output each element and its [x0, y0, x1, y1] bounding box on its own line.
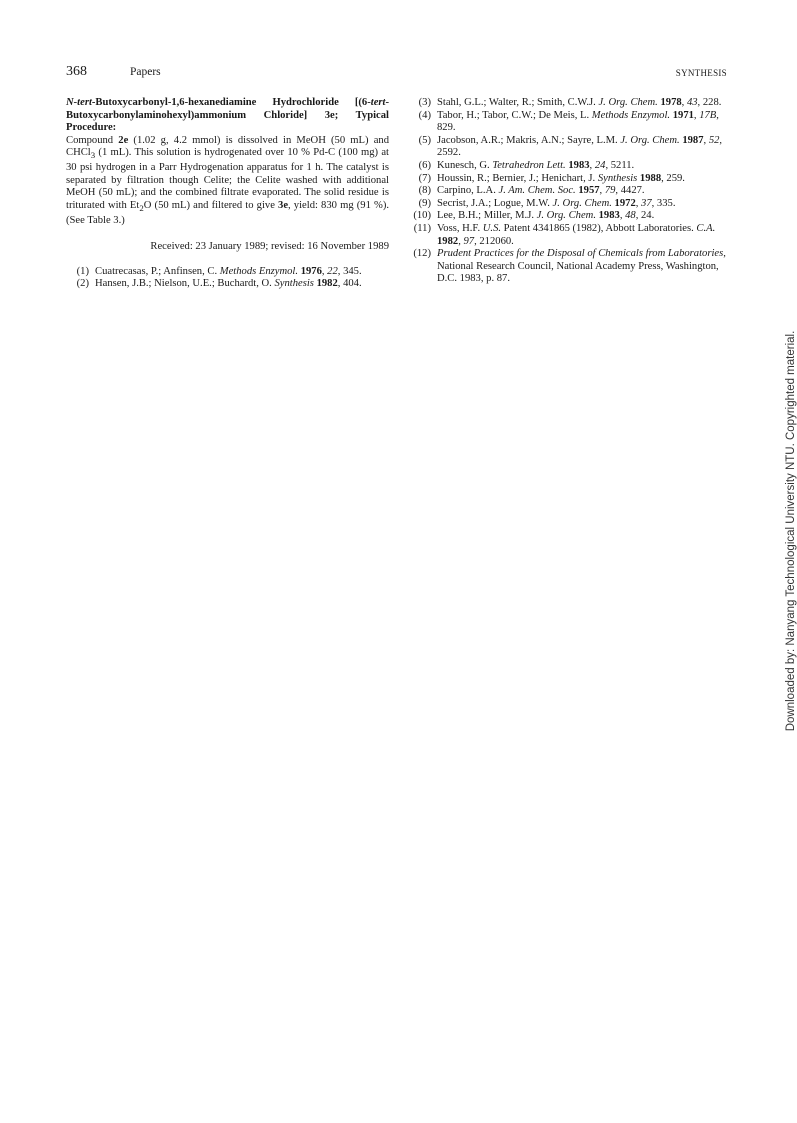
procedure-body: Compound 2e (1.02 g, 4.2 mmol) is dissolved in MeOH (50 mL) and CHCl$_3$ (1 mL). This solution is hydrogenated over 10 % Pd-C (100 mg) at 30 psi hydrogen in a Parr Hydrogenation apparatus for 1 h. The catalyst is separated by filtration though Celite; the Celite washed with additional MeOH (50 mL); and the combined filtrate evaporated. The solid residue is triturated with $Et_2O$ (50 mL) and filtered to give 3e, yield: 830 mg (91 %). (See Table 3.): [66, 134, 389, 226]
journal-name: SYNTHESIS: [675, 68, 727, 78]
reference-text: Secrist, J.A.; Logue, M.W. J. Org. Chem. 1972, 37, 335.: [437, 197, 676, 209]
reference-number: (10): [413, 210, 431, 222]
reference-number: (12): [413, 248, 431, 260]
download-notice: Downloaded by: Nanyang Technological University NTU. Copyrighted material.: [785, 330, 797, 732]
received-date: Received: 23 January 1989; revised: 16 November 1989: [150, 241, 389, 253]
reference-item: [408, 248, 731, 286]
reference-text: Jacobson, A.R.; Makris, A.N.; Sayre, L.M. J. Org. Chem. 1987, 52, 2592.: [437, 134, 723, 159]
reference-item: [66, 278, 389, 291]
reference-text: Kunesch, G. Tetrahedron Lett. 1983, 24, 5211.: [437, 159, 635, 171]
reference-text: Houssin, R.; Bernier, J.; Henichart, J. Synthesis 1988, 259.: [437, 172, 685, 184]
section-label: Papers: [130, 66, 161, 78]
reference-item: [408, 185, 731, 198]
procedure-title: N-tert-Butoxycarbonyl-1,6-hexanediamine Hydrochloride [(6-tert-Butoxycarbonylaminohexyl)ammonium Chloride] 3e; Typical Procedure:: [66, 97, 389, 134]
reference-text: Carpino, L.A. J. Am. Chem. Soc. 1957, 79, 4427.: [437, 185, 645, 197]
reference-number: (6): [418, 159, 431, 171]
reference-number: (7): [418, 172, 431, 184]
reference-text: Stahl, G.L.; Walter, R.; Smith, C.W.J. J. Org. Chem. 1978, 43, 228.: [437, 97, 722, 108]
reference-number: (8): [418, 185, 431, 197]
page-number: 368: [66, 64, 87, 79]
reference-item: [66, 266, 389, 279]
reference-item: [408, 223, 731, 248]
reference-number: (11): [413, 222, 431, 234]
reference-item: [408, 97, 731, 110]
reference-number: (2): [76, 278, 89, 290]
reference-number: (9): [418, 197, 431, 209]
reference-item: [408, 110, 731, 135]
reference-text: Cuatrecasas, P.; Anfinsen, C. Methods Enzymol. 1976, 22, 345.: [95, 265, 362, 277]
reference-number: (3): [418, 97, 431, 108]
reference-item: [408, 160, 731, 173]
reference-text: Lee, B.H.; Miller, M.J. J. Org. Chem. 1983, 48, 24.: [437, 210, 655, 222]
reference-list-right: [408, 97, 731, 286]
reference-number: (4): [418, 109, 431, 121]
reference-text: Hansen, J.B.; Nielson, U.E.; Buchardt, O. Synthesis 1982, 404.: [95, 278, 362, 290]
reference-list-left: [66, 266, 389, 291]
reference-number: (1): [76, 265, 89, 277]
reference-text: Prudent Practices for the Disposal of Chemicals from Laboratories, National Research Council, National Academy Press, Washington, D.C. 1983, p. 87.: [437, 248, 726, 285]
reference-item: [408, 198, 731, 211]
left-column: [66, 97, 389, 291]
reference-item: [408, 173, 731, 186]
reference-text: Tabor, H.; Tabor, C.W.; De Meis, L. Methods Enzymol. 1971, 17B, 829.: [437, 109, 719, 134]
reference-item: [408, 135, 731, 160]
reference-number: (5): [418, 134, 431, 146]
reference-item: [408, 210, 731, 223]
right-column: [408, 97, 731, 286]
reference-text: Voss, H.F. U.S. Patent 4341865 (1982), Abbott Laboratories. C.A. 1982, 97, 212060.: [437, 222, 716, 247]
